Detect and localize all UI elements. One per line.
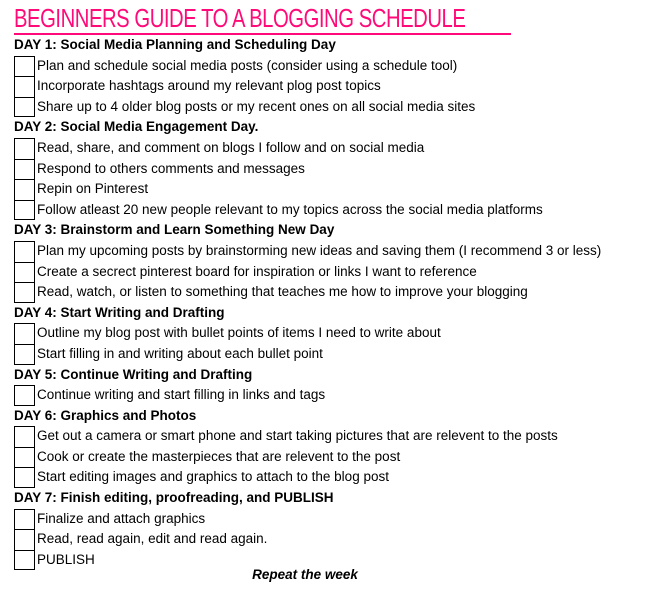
task-checkbox[interactable] <box>14 509 35 530</box>
task-row <box>14 76 664 97</box>
task-row <box>14 467 664 488</box>
task-row <box>14 262 664 283</box>
task-row <box>14 97 664 118</box>
task-checkbox[interactable] <box>14 529 35 550</box>
task-checkbox[interactable] <box>14 76 35 97</box>
task-row <box>14 282 664 303</box>
task-row <box>14 385 664 406</box>
task-text: Share up to 4 older blog posts or my recent ones on all social media sites <box>37 98 476 114</box>
task-row <box>14 138 664 159</box>
day-heading: DAY 3: Brainstorm and Learn Something New Day <box>14 222 335 238</box>
checklist <box>14 35 664 570</box>
task-checkbox[interactable] <box>14 447 35 468</box>
task-text: Start editing images and graphics to attach to the blog post <box>37 469 389 485</box>
task-row <box>14 447 664 468</box>
day-heading: DAY 4: Start Writing and Drafting <box>14 304 225 320</box>
task-text: Follow atleast 20 new people relevant to my topics across the social media platforms <box>37 201 543 217</box>
task-text: Cook or create the masterpieces that are relevent to the post <box>37 448 401 464</box>
task-checkbox[interactable] <box>14 159 35 180</box>
task-text: Get out a camera or smart phone and start taking pictures that are relevent to the posts <box>37 428 558 444</box>
task-checkbox[interactable] <box>14 56 35 77</box>
task-text: Read, read again, edit and read again. <box>37 531 268 547</box>
task-row <box>14 344 664 365</box>
task-text: Outline my blog post with bullet points of items I need to write about <box>37 325 441 341</box>
task-text: PUBLISH <box>37 551 95 567</box>
day-heading: DAY 1: Social Media Planning and Scheduling Day <box>14 37 336 52</box>
task-text: Plan my upcoming posts by brainstorming new ideas and saving them (I recommend 3 or less) <box>37 242 602 258</box>
task-text: Continue writing and start filling in links and tags <box>37 387 326 403</box>
task-checkbox[interactable] <box>14 179 35 200</box>
footer-text: Repeat the week <box>252 567 358 582</box>
task-checkbox[interactable] <box>14 200 35 221</box>
task-text: Respond to others comments and messages <box>37 160 305 176</box>
task-row <box>14 200 664 221</box>
task-text: Incorporate hashtags around my relevant plog post topics <box>37 78 381 94</box>
task-checkbox[interactable] <box>14 344 35 365</box>
task-row <box>14 179 664 200</box>
task-text: Repin on Pinterest <box>37 181 149 197</box>
task-text: Create a secrect pinterest board for inspiration or links I want to reference <box>37 263 477 279</box>
page-title: BEGINNERS GUIDE TO A BLOGGING SCHEDULE <box>14 3 466 33</box>
task-row <box>14 159 664 180</box>
day-heading: DAY 7: Finish editing, proofreading, and PUBLISH <box>14 490 334 506</box>
task-checkbox[interactable] <box>14 138 35 159</box>
task-checkbox[interactable] <box>14 282 35 303</box>
task-text: Read, watch, or listen to something that teaches me how to improve your blogging <box>37 284 528 300</box>
task-text: Read, share, and comment on blogs I follow and on social media <box>37 139 425 155</box>
day-heading: DAY 5: Continue Writing and Drafting <box>14 366 253 382</box>
day-heading: DAY 6: Graphics and Photos <box>14 407 197 423</box>
task-row <box>14 56 664 77</box>
task-text: Start filling in and writing about each bullet point <box>37 345 323 361</box>
task-checkbox[interactable] <box>14 385 35 406</box>
task-row <box>14 426 664 447</box>
task-row <box>14 241 664 262</box>
task-checkbox[interactable] <box>14 467 35 488</box>
task-checkbox[interactable] <box>14 241 35 262</box>
task-row <box>14 529 664 550</box>
task-checkbox[interactable] <box>14 323 35 344</box>
task-text: Plan and schedule social media posts (consider using a schedule tool) <box>37 57 458 73</box>
task-text: Finalize and attach graphics <box>37 510 206 526</box>
task-checkbox[interactable] <box>14 426 35 447</box>
day-heading: DAY 2: Social Media Engagement Day. <box>14 119 259 135</box>
task-checkbox[interactable] <box>14 97 35 118</box>
task-checkbox[interactable] <box>14 262 35 283</box>
task-row <box>14 323 664 344</box>
task-row <box>14 509 664 530</box>
